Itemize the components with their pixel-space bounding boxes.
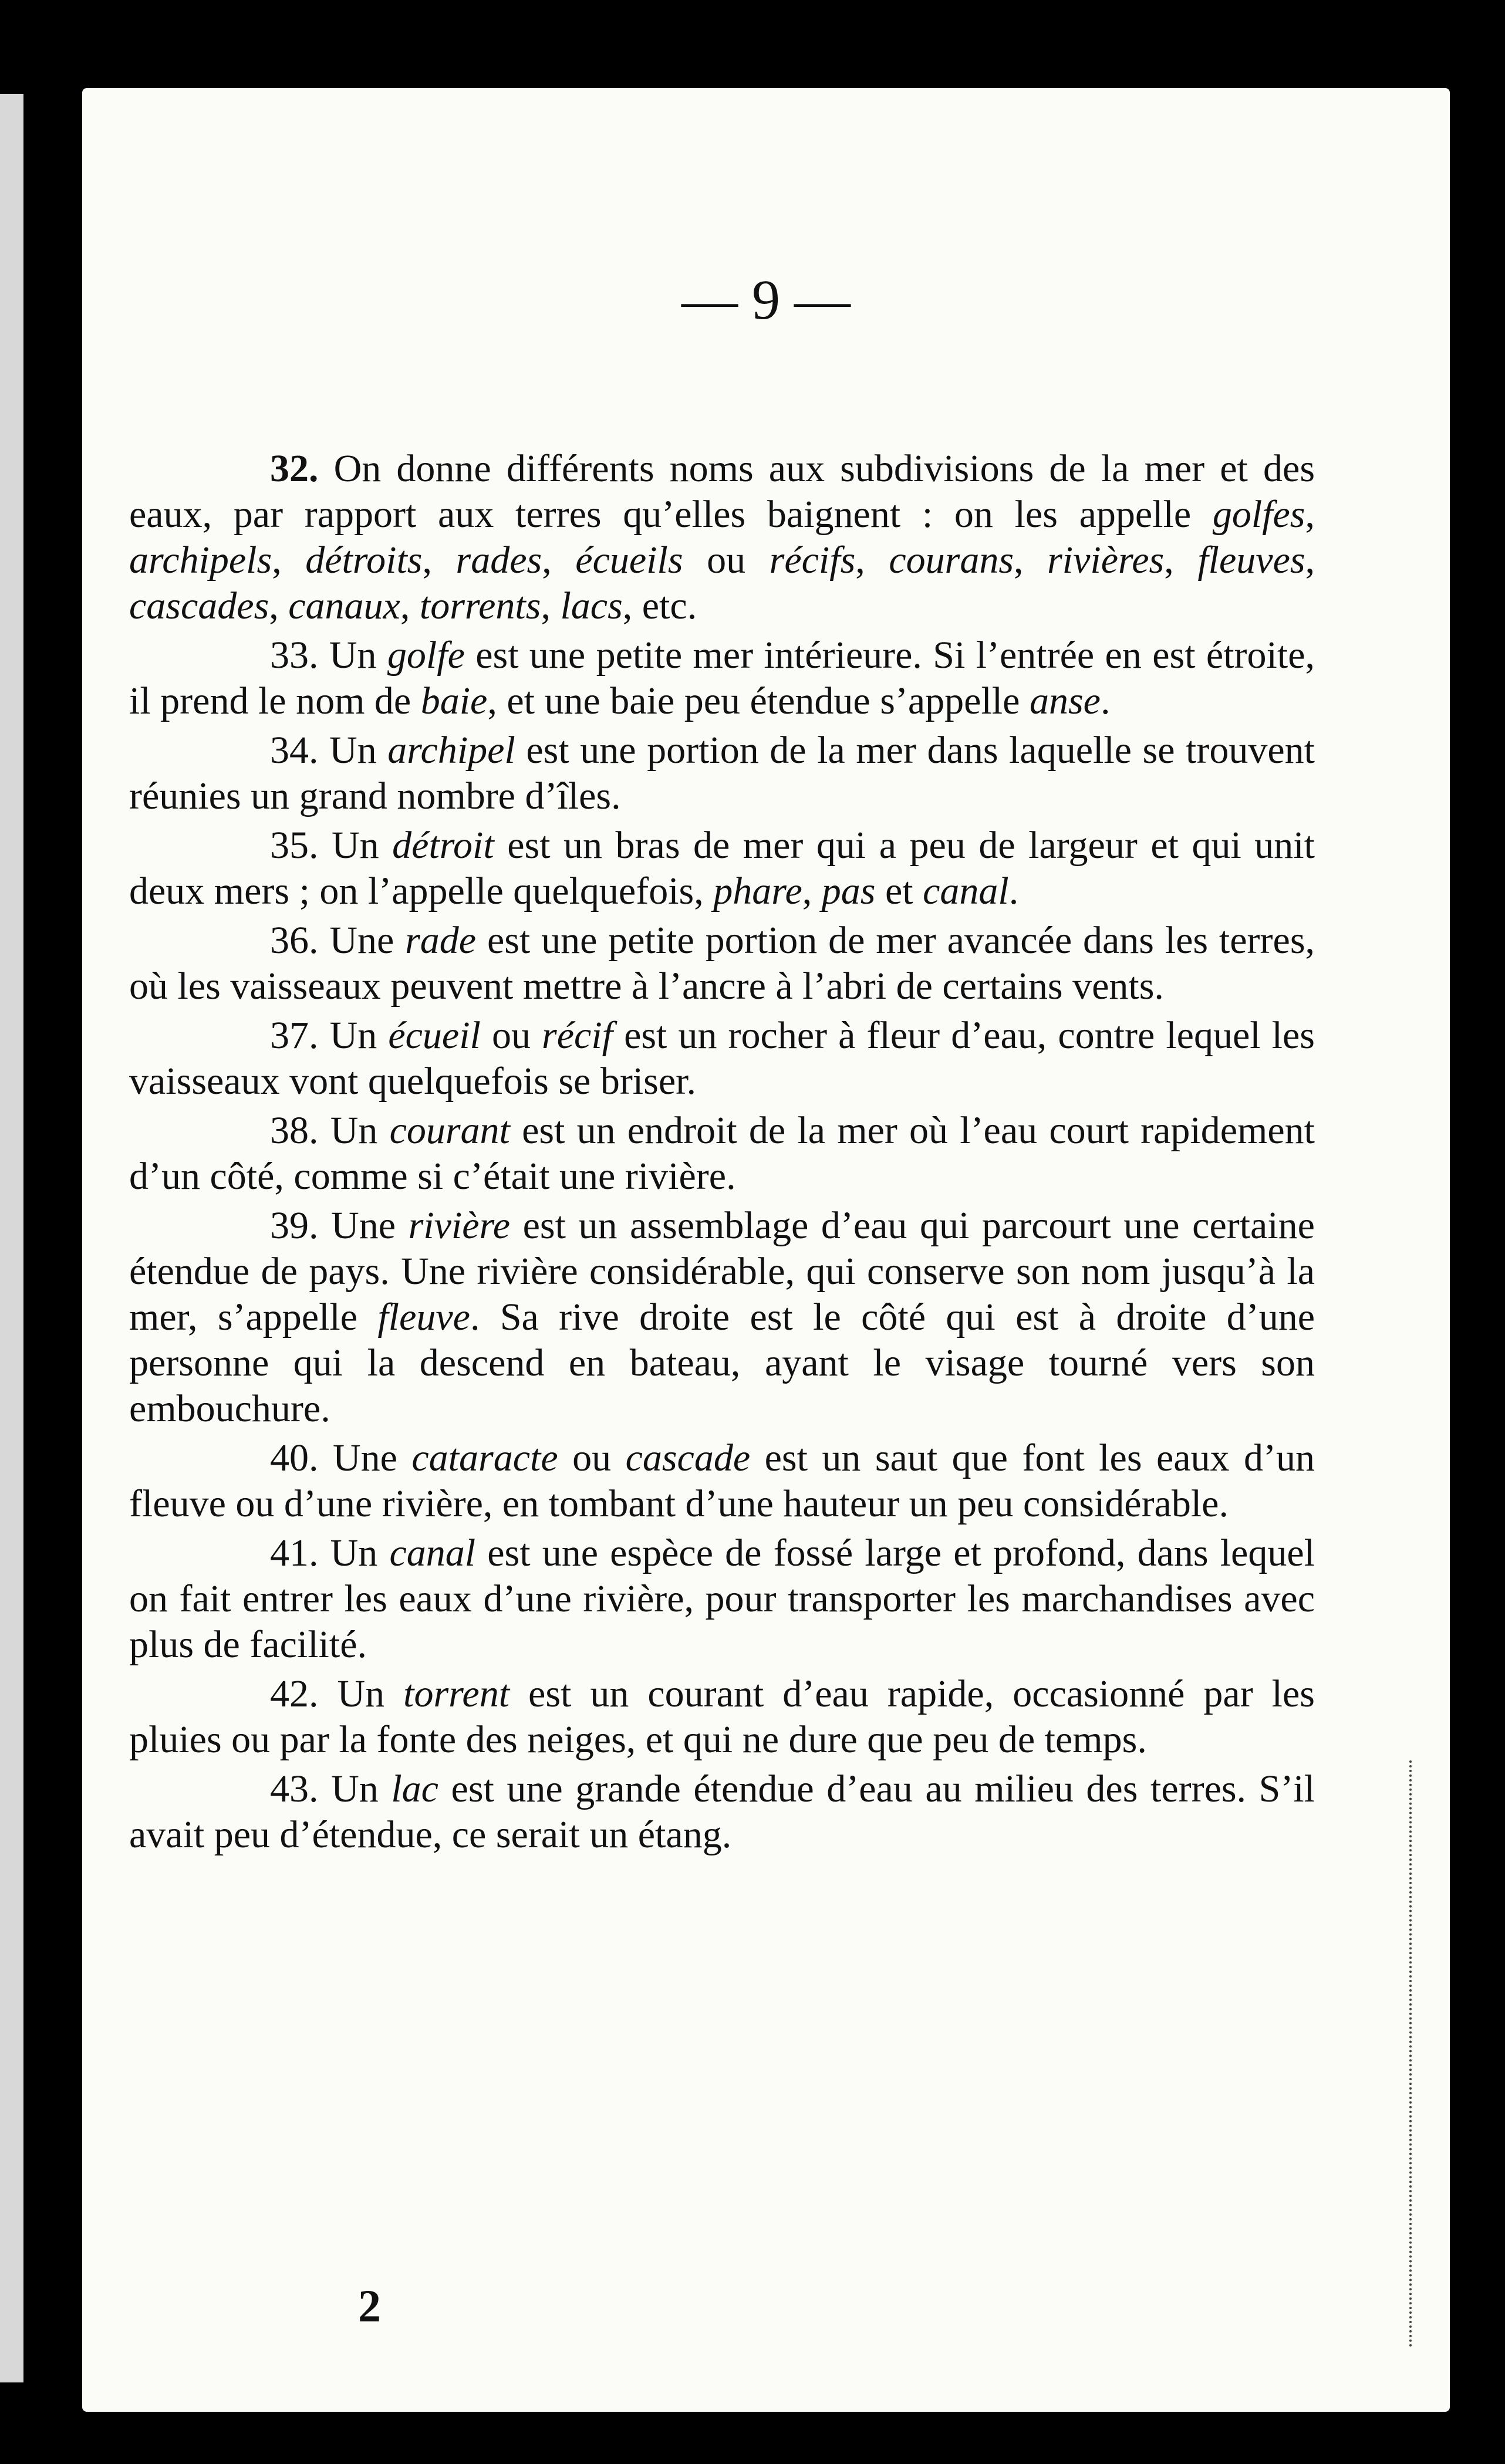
paragraph-number: 33. [270,634,319,677]
text-run: ou [480,1014,542,1057]
text-run: est une portion de la mer dans laquelle se trouvent réunies un grand nombre d’îles. [129,729,1315,817]
paragraph-33 [129,633,1315,724]
italic-term: détroits [305,539,423,582]
paragraph-number: 43. [270,1767,319,1810]
italic-term: rades [455,539,542,582]
page-edge-strip [0,94,23,2382]
paragraph-number: 35. [270,824,319,867]
paragraph-40 [129,1435,1315,1527]
text-run: Une [318,1437,412,1479]
text-run: Un [318,1014,389,1057]
paragraph-number: 34. [270,729,319,772]
italic-term: cascades [129,584,269,627]
paragraph-number: 36. [270,919,319,962]
page-number: — 9 — [681,268,851,331]
italic-term: archipels [129,539,272,582]
italic-term: phare [713,870,802,912]
paragraph-number: 41. [270,1532,319,1574]
scan-speckle [1398,1760,1412,2347]
paragraph-number: 40. [270,1437,319,1479]
text-run: est un endroit de la mer où l’eau court rapidement d’un côté, comme si c’était une rivière. [129,1109,1315,1198]
text-run: est une grande étendue d’eau au milieu des terres. S’il avait peu d’étendue, ce serait un étang. [129,1767,1315,1856]
italic-term: écueils [575,539,683,582]
italic-term: fleuves [1197,539,1305,582]
text-run: , [422,539,456,582]
italic-term: torrents [419,584,541,627]
italic-term: archipel [387,729,515,772]
paragraph-number: 32. [270,447,319,490]
italic-term: canaux [288,584,400,627]
paragraph-35 [129,823,1315,914]
page-body [129,446,1315,1858]
text-run: Un [318,1109,390,1152]
text-run: Un [318,824,393,867]
italic-term: cascade [625,1437,751,1479]
text-run: On donne différents noms aux subdivisions de la mer et des eaux, par rapport aux terres qu’elles baignent : on les appelle [129,447,1315,536]
text-run: , [272,539,306,582]
italic-term: rivières [1047,539,1165,582]
italic-term: torrent [403,1672,510,1715]
text-run: ou [558,1437,626,1479]
italic-term: pas [821,870,876,912]
text-run: . [1100,680,1111,722]
italic-term: baie [420,680,488,722]
italic-term: rivière [408,1204,511,1247]
paragraph-42 [129,1671,1315,1763]
text-run: Un [318,1672,404,1715]
signature-mark: 2 [358,2280,381,2331]
italic-term: canal [389,1532,476,1574]
text-run: , [541,584,561,627]
paragraph-number: 37. [270,1014,319,1057]
text-run: . [1008,870,1019,912]
text-run: , [855,539,889,582]
text-run: est un assemblage d’eau qui parcourt une certaine étendue de pays. Une rivière considérable, qui conserve son nom jusqu’à la mer, s’appelle [129,1204,1315,1339]
italic-term: récifs [769,539,856,582]
paragraph-37 [129,1013,1315,1104]
italic-term: courant [389,1109,510,1152]
text-run: . Sa rive droite est le côté qui est à droite d’une personne qui la descend en bateau, ayant le visage tourné vers son embouchure. [129,1296,1315,1430]
italic-term: anse [1029,680,1101,722]
paragraph-36 [129,918,1315,1009]
text-run: ou [683,539,770,582]
text-run: , [1164,539,1198,582]
text-run: Un [318,634,387,677]
text-run: est une petite mer intérieure. Si l’entrée en est étroite, il prend le nom de [129,634,1315,722]
text-run: est un courant d’eau rapide, occasionné par les pluies ou par la fonte des neiges, et qui ne dure que peu de temps. [129,1672,1315,1761]
italic-term: lacs [560,584,623,627]
italic-term: canal [923,870,1009,912]
text-run: est une petite portion de mer avancée dans les terres, où les vaisseaux peuvent mettre à l’ancre à l’abri de certains vents. [129,919,1315,1008]
text-run: , et une baie peu étendue s’appelle [487,680,1030,722]
text-run: , [400,584,420,627]
text-run: Une [318,1204,409,1247]
book-page [82,88,1450,2412]
italic-term: récif [542,1014,613,1057]
paragraph-number: 39. [270,1204,319,1247]
text-run: , [1014,539,1048,582]
paragraph-number: 42. [270,1672,319,1715]
italic-term: golfe [387,634,465,677]
text-run: est un saut que font les eaux d’un fleuve ou d’une rivière, en tombant d’une hauteur un peu considérable. [129,1437,1315,1525]
italic-term: rade [405,919,477,962]
text-run: , [542,539,576,582]
text-run: et [875,870,923,912]
text-run: , [269,584,289,627]
text-run: , etc. [622,584,697,627]
paragraph-number: 38. [270,1109,319,1152]
paragraph-32 [129,446,1315,629]
text-run: Un [318,1532,390,1574]
paragraph-34 [129,728,1315,819]
text-run: Un [318,1767,392,1810]
text-run: est une espèce de fossé large et profond, dans lequel on fait entrer les eaux d’une rivière, pour transporter les marchandises avec plus de facilité. [129,1532,1315,1666]
text-run: , [1305,493,1315,536]
text-run: est un rocher à fleur d’eau, contre lequel les vaisseaux vont quelquefois se briser. [129,1014,1315,1103]
paragraph-38 [129,1108,1315,1199]
text-run: Une [318,919,406,962]
italic-term: golfes [1212,493,1305,536]
paragraph-39 [129,1203,1315,1432]
paragraph-41 [129,1530,1315,1668]
text-run: Un [318,729,388,772]
italic-term: détroit [392,824,494,867]
italic-term: lac [391,1767,438,1810]
italic-term: cataracte [411,1437,558,1479]
italic-term: fleuve [377,1296,470,1339]
text-run: , [802,870,822,912]
italic-term: courans [889,539,1014,582]
paragraph-43 [129,1766,1315,1858]
italic-term: écueil [388,1014,481,1057]
text-run: , [1305,539,1315,582]
text-run: est un bras de mer qui a peu de largeur et qui unit deux mers ; on l’appelle quelquefois, [129,824,1315,912]
